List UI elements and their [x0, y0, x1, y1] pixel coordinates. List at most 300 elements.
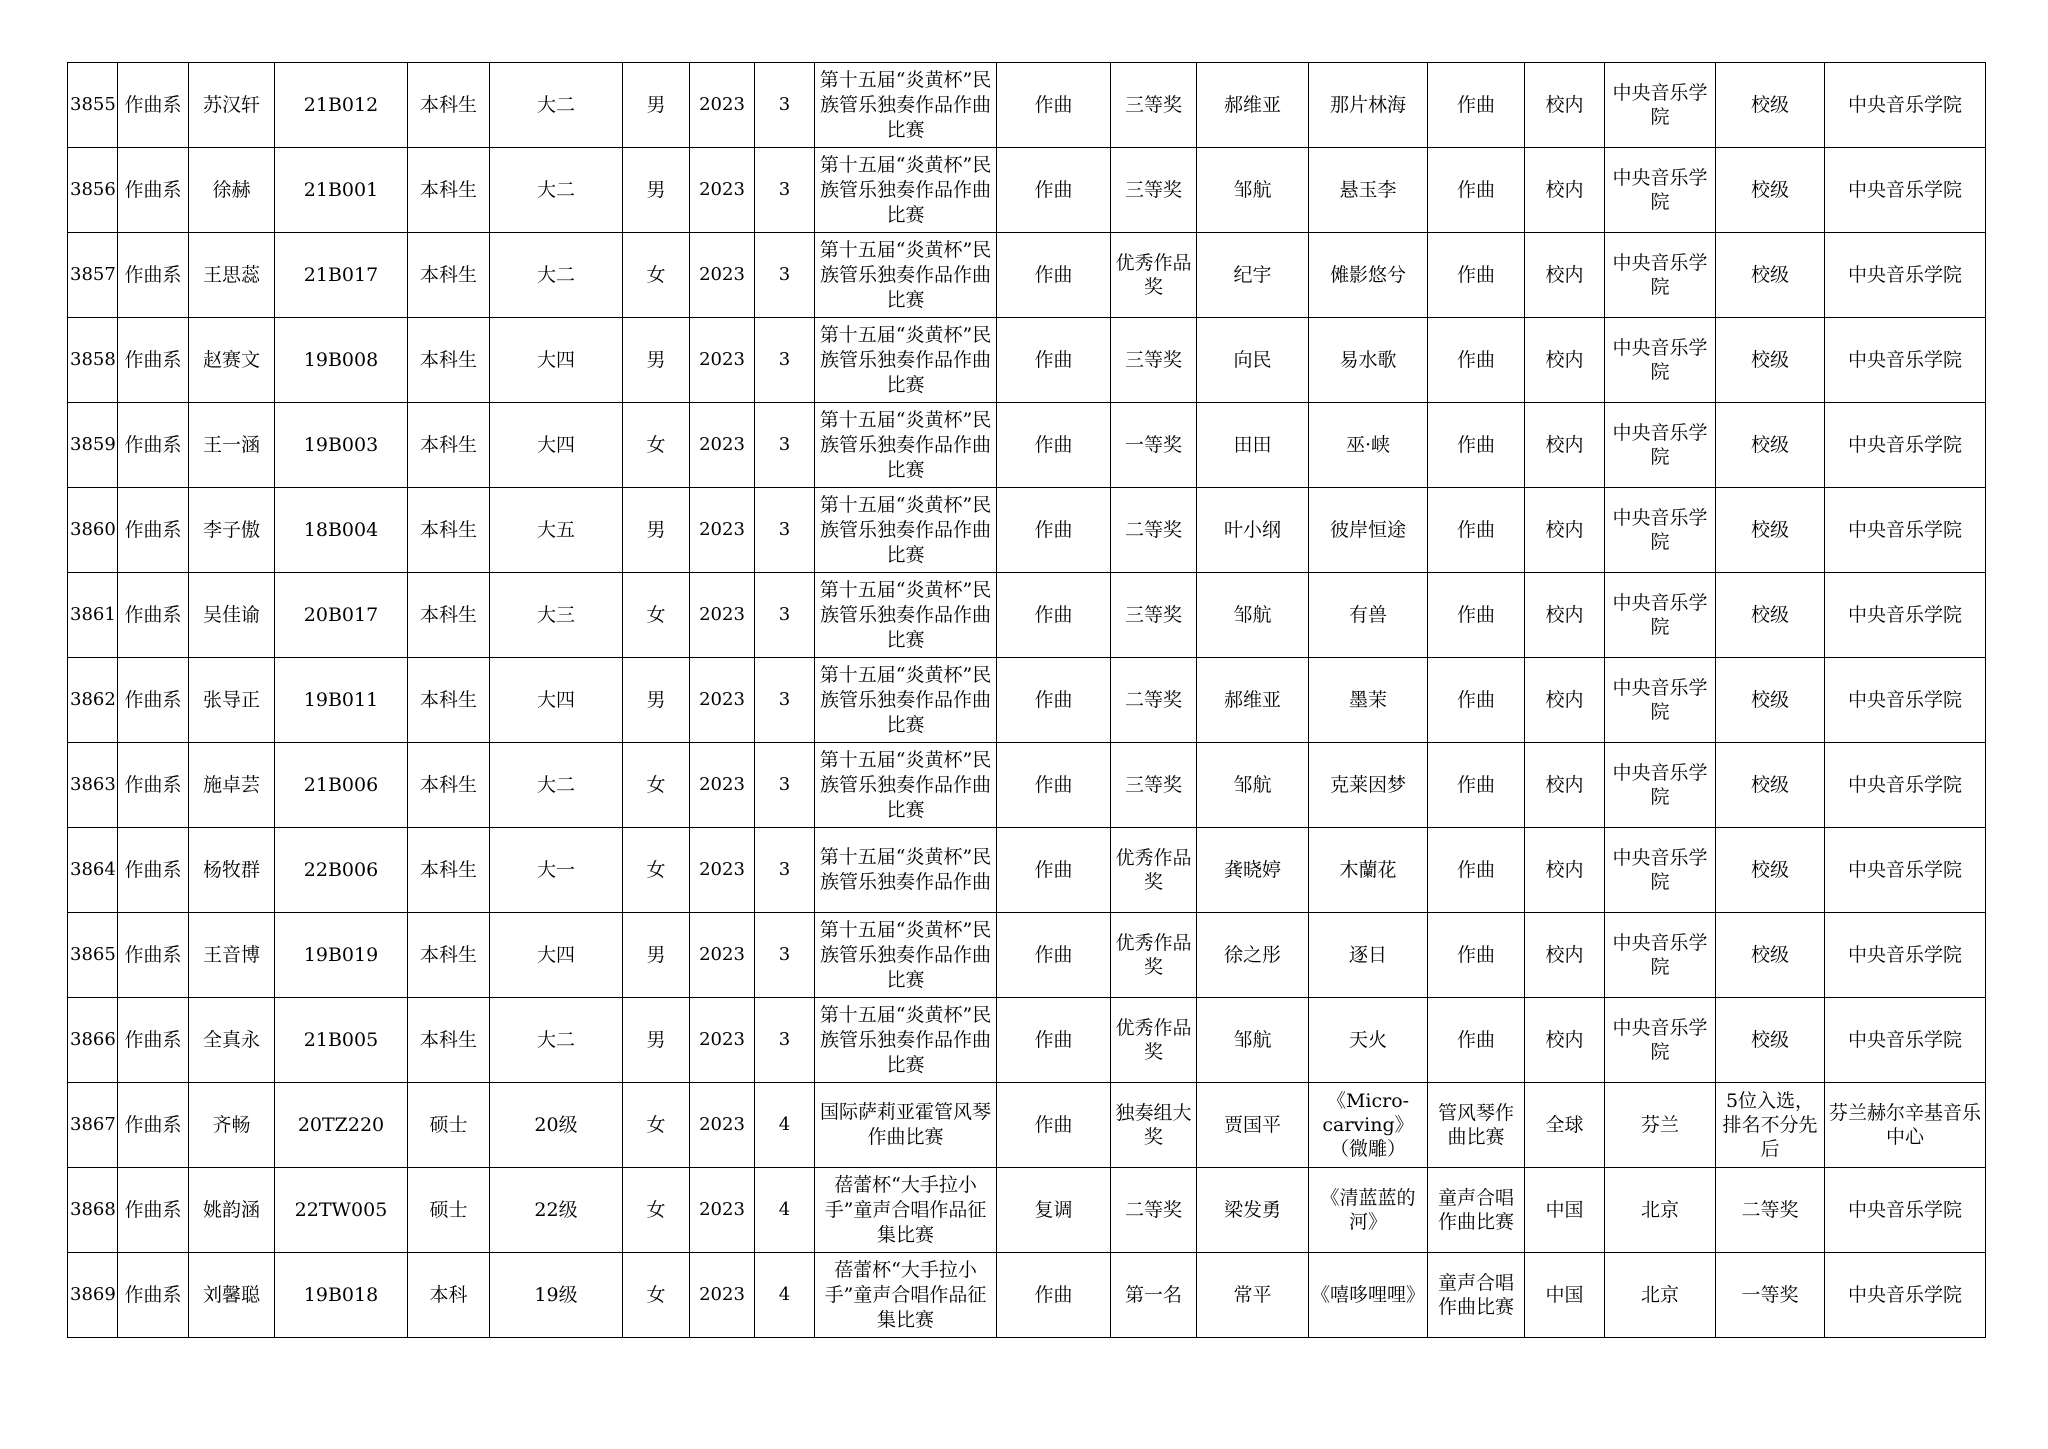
category-cell: 作曲 [997, 743, 1111, 828]
scope-cell: 校内 [1525, 998, 1605, 1083]
award-cell: 三等奖 [1111, 318, 1197, 403]
category-cell: 作曲 [997, 318, 1111, 403]
level-cell: 校级 [1716, 998, 1825, 1083]
grade-cell: 大一 [490, 828, 623, 913]
awarding-body-cell: 中央音乐学院 [1825, 998, 1986, 1083]
table-row [68, 1083, 1986, 1168]
scope-cell: 校内 [1525, 233, 1605, 318]
awarding-body-cell: 中央音乐学院 [1825, 488, 1986, 573]
education-level-cell: 本科 [408, 1253, 490, 1338]
work-title-cell: 易水歌 [1309, 318, 1428, 403]
level-cell: 校级 [1716, 148, 1825, 233]
table-row [68, 573, 1986, 658]
advisor-cell: 邹航 [1197, 743, 1309, 828]
competition-name-cell: 第十五届“炎黄杯”民族管乐独奏作品作曲比赛 [815, 233, 997, 318]
month-cell: 3 [755, 148, 815, 233]
grade-cell: 大二 [490, 63, 623, 148]
work-type-cell: 童声合唱作曲比赛 [1428, 1253, 1525, 1338]
organizer-cell: 北京 [1605, 1253, 1716, 1338]
education-level-cell: 本科生 [408, 998, 490, 1083]
awarding-body-cell: 中央音乐学院 [1825, 233, 1986, 318]
organizer-cell: 中央音乐学院 [1605, 998, 1716, 1083]
serial-number-cell: 3860 [68, 488, 118, 573]
grade-cell: 大五 [490, 488, 623, 573]
student-name-cell: 姚韵涵 [189, 1168, 275, 1253]
work-type-cell: 作曲 [1428, 488, 1525, 573]
table-row [68, 403, 1986, 488]
organizer-cell: 中央音乐学院 [1605, 148, 1716, 233]
work-title-cell: 彼岸恒途 [1309, 488, 1428, 573]
year-cell: 2023 [690, 148, 755, 233]
student-name-cell: 徐赫 [189, 148, 275, 233]
category-cell: 作曲 [997, 233, 1111, 318]
grade-cell: 大三 [490, 573, 623, 658]
serial-number-cell: 3868 [68, 1168, 118, 1253]
student-name-cell: 王思蕊 [189, 233, 275, 318]
gender-cell: 女 [623, 1083, 690, 1168]
serial-number-cell: 3859 [68, 403, 118, 488]
awarding-body-cell: 中央音乐学院 [1825, 658, 1986, 743]
student-name-cell: 王音博 [189, 913, 275, 998]
awarding-body-cell: 中央音乐学院 [1825, 913, 1986, 998]
awarding-body-cell: 中央音乐学院 [1825, 403, 1986, 488]
scope-cell: 校内 [1525, 573, 1605, 658]
student-id-cell: 21B001 [275, 148, 408, 233]
grade-cell: 大二 [490, 148, 623, 233]
year-cell: 2023 [690, 488, 755, 573]
grade-cell: 大四 [490, 318, 623, 403]
table-row [68, 998, 1986, 1083]
department-cell: 作曲系 [118, 488, 189, 573]
month-cell: 3 [755, 318, 815, 403]
scope-cell: 校内 [1525, 148, 1605, 233]
department-cell: 作曲系 [118, 1083, 189, 1168]
student-name-cell: 张导正 [189, 658, 275, 743]
year-cell: 2023 [690, 318, 755, 403]
level-cell: 校级 [1716, 913, 1825, 998]
month-cell: 3 [755, 573, 815, 658]
competition-name-cell: 第十五届“炎黄杯”民族管乐独奏作品作曲比赛 [815, 318, 997, 403]
education-level-cell: 本科生 [408, 63, 490, 148]
student-name-cell: 施卓芸 [189, 743, 275, 828]
education-level-cell: 本科生 [408, 233, 490, 318]
work-title-cell: 那片林海 [1309, 63, 1428, 148]
competition-name-cell: 第十五届“炎黄杯”民族管乐独奏作品作曲比赛 [815, 998, 997, 1083]
education-level-cell: 本科生 [408, 573, 490, 658]
student-id-cell: 20TZ220 [275, 1083, 408, 1168]
organizer-cell: 中央音乐学院 [1605, 318, 1716, 403]
student-name-cell: 全真永 [189, 998, 275, 1083]
competition-name-cell: 第十五届“炎黄杯”民族管乐独奏作品作曲比赛 [815, 573, 997, 658]
competition-name-cell: 第十五届“炎黄杯”民族管乐独奏作品作曲比赛 [815, 488, 997, 573]
department-cell: 作曲系 [118, 743, 189, 828]
serial-number-cell: 3863 [68, 743, 118, 828]
advisor-cell: 邹航 [1197, 573, 1309, 658]
gender-cell: 男 [623, 913, 690, 998]
award-cell: 三等奖 [1111, 148, 1197, 233]
student-name-cell: 刘馨聪 [189, 1253, 275, 1338]
competition-name-cell: 第十五届“炎黄杯”民族管乐独奏作品作曲比赛 [815, 743, 997, 828]
month-cell: 3 [755, 913, 815, 998]
grade-cell: 大四 [490, 913, 623, 998]
competition-name-cell: 蓓蕾杯“大手拉小手”童声合唱作品征集比赛 [815, 1253, 997, 1338]
category-cell: 作曲 [997, 1083, 1111, 1168]
organizer-cell: 中央音乐学院 [1605, 233, 1716, 318]
grade-cell: 19级 [490, 1253, 623, 1338]
gender-cell: 女 [623, 403, 690, 488]
work-type-cell: 作曲 [1428, 233, 1525, 318]
award-cell: 二等奖 [1111, 1168, 1197, 1253]
education-level-cell: 本科生 [408, 148, 490, 233]
work-type-cell: 作曲 [1428, 148, 1525, 233]
education-level-cell: 本科生 [408, 318, 490, 403]
student-id-cell: 21B005 [275, 998, 408, 1083]
work-title-cell: 墨茉 [1309, 658, 1428, 743]
organizer-cell: 中央音乐学院 [1605, 403, 1716, 488]
department-cell: 作曲系 [118, 233, 189, 318]
scope-cell: 中国 [1525, 1168, 1605, 1253]
award-cell: 优秀作品奖 [1111, 913, 1197, 998]
awarding-body-cell: 中央音乐学院 [1825, 573, 1986, 658]
award-cell: 二等奖 [1111, 658, 1197, 743]
organizer-cell: 中央音乐学院 [1605, 913, 1716, 998]
organizer-cell: 中央音乐学院 [1605, 63, 1716, 148]
advisor-cell: 向民 [1197, 318, 1309, 403]
awarding-body-cell: 中央音乐学院 [1825, 148, 1986, 233]
month-cell: 3 [755, 658, 815, 743]
organizer-cell: 中央音乐学院 [1605, 488, 1716, 573]
month-cell: 3 [755, 63, 815, 148]
awarding-body-cell: 中央音乐学院 [1825, 1253, 1986, 1338]
month-cell: 3 [755, 743, 815, 828]
gender-cell: 女 [623, 233, 690, 318]
awards-table [67, 62, 1986, 1338]
education-level-cell: 本科生 [408, 743, 490, 828]
department-cell: 作曲系 [118, 403, 189, 488]
table-row [68, 1253, 1986, 1338]
work-title-cell: 有兽 [1309, 573, 1428, 658]
serial-number-cell: 3865 [68, 913, 118, 998]
month-cell: 3 [755, 488, 815, 573]
advisor-cell: 纪宇 [1197, 233, 1309, 318]
department-cell: 作曲系 [118, 828, 189, 913]
gender-cell: 男 [623, 488, 690, 573]
level-cell: 校级 [1716, 63, 1825, 148]
department-cell: 作曲系 [118, 318, 189, 403]
gender-cell: 女 [623, 1168, 690, 1253]
organizer-cell: 芬兰 [1605, 1083, 1716, 1168]
month-cell: 3 [755, 403, 815, 488]
scope-cell: 校内 [1525, 743, 1605, 828]
level-cell: 校级 [1716, 658, 1825, 743]
department-cell: 作曲系 [118, 1253, 189, 1338]
work-title-cell: 傩影悠兮 [1309, 233, 1428, 318]
table-row [68, 488, 1986, 573]
category-cell: 作曲 [997, 1253, 1111, 1338]
organizer-cell: 北京 [1605, 1168, 1716, 1253]
organizer-cell: 中央音乐学院 [1605, 828, 1716, 913]
student-id-cell: 19B008 [275, 318, 408, 403]
serial-number-cell: 3861 [68, 573, 118, 658]
award-cell: 三等奖 [1111, 573, 1197, 658]
grade-cell: 大四 [490, 403, 623, 488]
department-cell: 作曲系 [118, 63, 189, 148]
month-cell: 4 [755, 1253, 815, 1338]
gender-cell: 男 [623, 63, 690, 148]
award-cell: 独奏组大奖 [1111, 1083, 1197, 1168]
grade-cell: 20级 [490, 1083, 623, 1168]
scope-cell: 校内 [1525, 658, 1605, 743]
student-id-cell: 22TW005 [275, 1168, 408, 1253]
gender-cell: 男 [623, 318, 690, 403]
scope-cell: 校内 [1525, 318, 1605, 403]
year-cell: 2023 [690, 1168, 755, 1253]
work-type-cell: 作曲 [1428, 998, 1525, 1083]
year-cell: 2023 [690, 1253, 755, 1338]
year-cell: 2023 [690, 233, 755, 318]
competition-name-cell: 第十五届“炎黄杯”民族管乐独奏作品作曲比赛 [815, 913, 997, 998]
gender-cell: 男 [623, 998, 690, 1083]
table-row [68, 913, 1986, 998]
student-name-cell: 苏汉轩 [189, 63, 275, 148]
department-cell: 作曲系 [118, 573, 189, 658]
student-id-cell: 19B011 [275, 658, 408, 743]
work-title-cell: 巫·峡 [1309, 403, 1428, 488]
serial-number-cell: 3857 [68, 233, 118, 318]
category-cell: 作曲 [997, 148, 1111, 233]
month-cell: 4 [755, 1083, 815, 1168]
advisor-cell: 贾国平 [1197, 1083, 1309, 1168]
category-cell: 作曲 [997, 488, 1111, 573]
grade-cell: 大四 [490, 658, 623, 743]
work-type-cell: 管风琴作曲比赛 [1428, 1083, 1525, 1168]
category-cell: 作曲 [997, 913, 1111, 998]
award-cell: 优秀作品奖 [1111, 233, 1197, 318]
work-type-cell: 作曲 [1428, 828, 1525, 913]
work-title-cell: 逐日 [1309, 913, 1428, 998]
level-cell: 校级 [1716, 573, 1825, 658]
table-row [68, 658, 1986, 743]
award-cell: 优秀作品奖 [1111, 828, 1197, 913]
awarding-body-cell: 中央音乐学院 [1825, 828, 1986, 913]
education-level-cell: 硕士 [408, 1168, 490, 1253]
education-level-cell: 本科生 [408, 913, 490, 998]
grade-cell: 大二 [490, 743, 623, 828]
serial-number-cell: 3855 [68, 63, 118, 148]
organizer-cell: 中央音乐学院 [1605, 743, 1716, 828]
category-cell: 作曲 [997, 658, 1111, 743]
work-type-cell: 作曲 [1428, 403, 1525, 488]
year-cell: 2023 [690, 743, 755, 828]
scope-cell: 中国 [1525, 1253, 1605, 1338]
month-cell: 4 [755, 1168, 815, 1253]
education-level-cell: 本科生 [408, 488, 490, 573]
scope-cell: 校内 [1525, 488, 1605, 573]
student-name-cell: 吴佳谕 [189, 573, 275, 658]
student-id-cell: 19B019 [275, 913, 408, 998]
department-cell: 作曲系 [118, 998, 189, 1083]
advisor-cell: 常平 [1197, 1253, 1309, 1338]
category-cell: 作曲 [997, 403, 1111, 488]
work-type-cell: 作曲 [1428, 318, 1525, 403]
gender-cell: 男 [623, 148, 690, 233]
category-cell: 复调 [997, 1168, 1111, 1253]
competition-name-cell: 第十五届“炎黄杯”民族管乐独奏作品作曲比赛 [815, 63, 997, 148]
education-level-cell: 本科生 [408, 828, 490, 913]
advisor-cell: 龚晓婷 [1197, 828, 1309, 913]
awarding-body-cell: 中央音乐学院 [1825, 318, 1986, 403]
advisor-cell: 邹航 [1197, 148, 1309, 233]
student-id-cell: 21B006 [275, 743, 408, 828]
organizer-cell: 中央音乐学院 [1605, 658, 1716, 743]
year-cell: 2023 [690, 658, 755, 743]
category-cell: 作曲 [997, 998, 1111, 1083]
awarding-body-cell: 中央音乐学院 [1825, 743, 1986, 828]
student-id-cell: 19B003 [275, 403, 408, 488]
level-cell: 校级 [1716, 318, 1825, 403]
year-cell: 2023 [690, 403, 755, 488]
student-id-cell: 19B018 [275, 1253, 408, 1338]
gender-cell: 女 [623, 743, 690, 828]
advisor-cell: 郝维亚 [1197, 63, 1309, 148]
month-cell: 3 [755, 828, 815, 913]
grade-cell: 22级 [490, 1168, 623, 1253]
table-row [68, 63, 1986, 148]
competition-name-cell: 第十五届“炎黄杯”民族管乐独奏作品作曲比赛 [815, 658, 997, 743]
year-cell: 2023 [690, 913, 755, 998]
award-cell: 一等奖 [1111, 403, 1197, 488]
table-row [68, 318, 1986, 403]
gender-cell: 女 [623, 1253, 690, 1338]
award-cell: 二等奖 [1111, 488, 1197, 573]
advisor-cell: 叶小纲 [1197, 488, 1309, 573]
competition-name-cell: 第十五届“炎黄杯”民族管乐独奏作品作曲 [815, 828, 997, 913]
work-title-cell: 天火 [1309, 998, 1428, 1083]
table-row [68, 233, 1986, 318]
year-cell: 2023 [690, 63, 755, 148]
work-title-cell: 《Micro-carving》（微雕） [1309, 1083, 1428, 1168]
year-cell: 2023 [690, 573, 755, 658]
work-title-cell: 木蘭花 [1309, 828, 1428, 913]
organizer-cell: 中央音乐学院 [1605, 573, 1716, 658]
department-cell: 作曲系 [118, 913, 189, 998]
scope-cell: 校内 [1525, 63, 1605, 148]
category-cell: 作曲 [997, 573, 1111, 658]
work-type-cell: 作曲 [1428, 658, 1525, 743]
work-title-cell: 克莱因梦 [1309, 743, 1428, 828]
scope-cell: 校内 [1525, 828, 1605, 913]
level-cell: 5位入选，排名不分先后 [1716, 1083, 1825, 1168]
scope-cell: 校内 [1525, 403, 1605, 488]
work-type-cell: 作曲 [1428, 913, 1525, 998]
award-cell: 第一名 [1111, 1253, 1197, 1338]
year-cell: 2023 [690, 828, 755, 913]
work-type-cell: 作曲 [1428, 573, 1525, 658]
education-level-cell: 硕士 [408, 1083, 490, 1168]
year-cell: 2023 [690, 1083, 755, 1168]
level-cell: 校级 [1716, 743, 1825, 828]
competition-name-cell: 第十五届“炎黄杯”民族管乐独奏作品作曲比赛 [815, 148, 997, 233]
category-cell: 作曲 [997, 63, 1111, 148]
student-id-cell: 22B006 [275, 828, 408, 913]
department-cell: 作曲系 [118, 658, 189, 743]
table-row [68, 1168, 1986, 1253]
student-name-cell: 王一涵 [189, 403, 275, 488]
serial-number-cell: 3858 [68, 318, 118, 403]
gender-cell: 女 [623, 573, 690, 658]
award-cell: 优秀作品奖 [1111, 998, 1197, 1083]
advisor-cell: 梁发勇 [1197, 1168, 1309, 1253]
student-id-cell: 18B004 [275, 488, 408, 573]
level-cell: 校级 [1716, 488, 1825, 573]
year-cell: 2023 [690, 998, 755, 1083]
serial-number-cell: 3864 [68, 828, 118, 913]
month-cell: 3 [755, 233, 815, 318]
work-title-cell: 《嘻哆哩哩》 [1309, 1253, 1428, 1338]
competition-name-cell: 国际萨莉亚霍管风琴作曲比赛 [815, 1083, 997, 1168]
serial-number-cell: 3862 [68, 658, 118, 743]
student-id-cell: 20B017 [275, 573, 408, 658]
level-cell: 校级 [1716, 233, 1825, 318]
award-cell: 三等奖 [1111, 743, 1197, 828]
student-name-cell: 赵赛文 [189, 318, 275, 403]
serial-number-cell: 3867 [68, 1083, 118, 1168]
work-type-cell: 作曲 [1428, 63, 1525, 148]
level-cell: 一等奖 [1716, 1253, 1825, 1338]
serial-number-cell: 3856 [68, 148, 118, 233]
grade-cell: 大二 [490, 998, 623, 1083]
gender-cell: 男 [623, 658, 690, 743]
education-level-cell: 本科生 [408, 658, 490, 743]
table-row [68, 828, 1986, 913]
awarding-body-cell: 中央音乐学院 [1825, 1168, 1986, 1253]
work-title-cell: 悬玉李 [1309, 148, 1428, 233]
work-type-cell: 作曲 [1428, 743, 1525, 828]
table-row [68, 743, 1986, 828]
competition-name-cell: 第十五届“炎黄杯”民族管乐独奏作品作曲比赛 [815, 403, 997, 488]
work-title-cell: 《清蓝蓝的河》 [1309, 1168, 1428, 1253]
advisor-cell: 田田 [1197, 403, 1309, 488]
student-id-cell: 21B017 [275, 233, 408, 318]
awarding-body-cell: 中央音乐学院 [1825, 63, 1986, 148]
competition-name-cell: 蓓蕾杯“大手拉小手”童声合唱作品征集比赛 [815, 1168, 997, 1253]
education-level-cell: 本科生 [408, 403, 490, 488]
student-name-cell: 杨牧群 [189, 828, 275, 913]
advisor-cell: 徐之彤 [1197, 913, 1309, 998]
student-id-cell: 21B012 [275, 63, 408, 148]
work-type-cell: 童声合唱作曲比赛 [1428, 1168, 1525, 1253]
scope-cell: 校内 [1525, 913, 1605, 998]
serial-number-cell: 3869 [68, 1253, 118, 1338]
level-cell: 校级 [1716, 828, 1825, 913]
grade-cell: 大二 [490, 233, 623, 318]
level-cell: 二等奖 [1716, 1168, 1825, 1253]
serial-number-cell: 3866 [68, 998, 118, 1083]
month-cell: 3 [755, 998, 815, 1083]
student-name-cell: 李子傲 [189, 488, 275, 573]
student-name-cell: 齐畅 [189, 1083, 275, 1168]
category-cell: 作曲 [997, 828, 1111, 913]
awarding-body-cell: 芬兰赫尔辛基音乐中心 [1825, 1083, 1986, 1168]
gender-cell: 女 [623, 828, 690, 913]
advisor-cell: 邹航 [1197, 998, 1309, 1083]
scope-cell: 全球 [1525, 1083, 1605, 1168]
table-row [68, 148, 1986, 233]
level-cell: 校级 [1716, 403, 1825, 488]
advisor-cell: 郝维亚 [1197, 658, 1309, 743]
department-cell: 作曲系 [118, 1168, 189, 1253]
department-cell: 作曲系 [118, 148, 189, 233]
